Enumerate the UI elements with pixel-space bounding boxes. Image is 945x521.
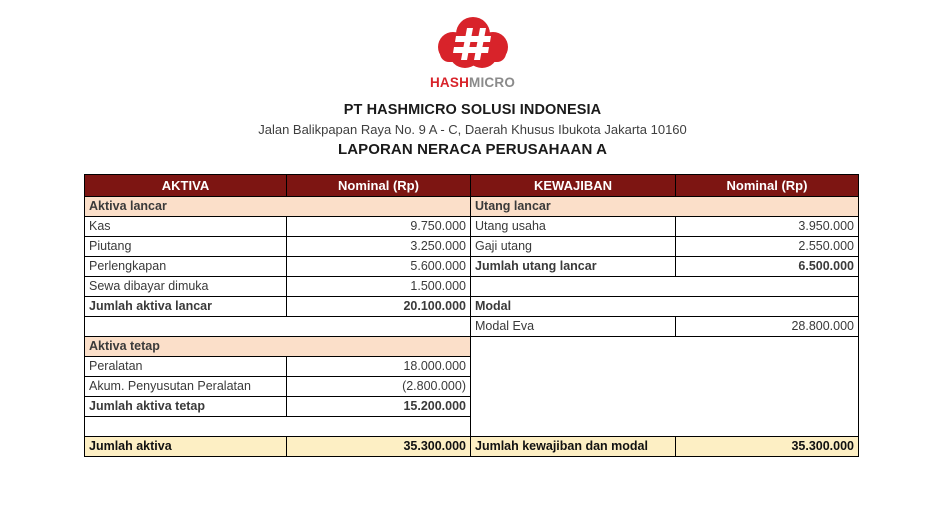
grand-total-row <box>85 437 859 457</box>
balance-sheet-table-wrap <box>84 174 858 457</box>
row-label-utang-usaha: Utang usaha <box>471 217 676 237</box>
row-value-jumlah-aktiva-lancar: 20.100.000 <box>287 297 471 317</box>
row-value-gaji-utang: 2.550.000 <box>676 237 859 257</box>
row-label-perlengkapan: Perlengkapan <box>85 257 287 277</box>
row-value-jumlah-aktiva: 35.300.000 <box>287 437 471 457</box>
section-heading-row <box>85 197 859 217</box>
report-title: LAPORAN NERACA PERUSAHAAN A <box>337 140 608 158</box>
table-row <box>85 277 859 297</box>
table-row <box>85 317 859 337</box>
spacer-cell-left-2 <box>85 417 471 437</box>
row-label-jumlah-aktiva-tetap: Jumlah aktiva tetap <box>85 397 287 417</box>
company-logo <box>0 14 945 90</box>
column-header-aktiva: AKTIVA <box>85 175 287 197</box>
row-label-kas: Kas <box>85 217 287 237</box>
section-aktiva-tetap: Aktiva tetap <box>85 337 471 357</box>
row-label-piutang: Piutang <box>85 237 287 257</box>
row-value-piutang: 3.250.000 <box>287 237 471 257</box>
row-value-kas: 9.750.000 <box>287 217 471 237</box>
row-value-modal-eva: 28.800.000 <box>676 317 859 337</box>
row-value-jumlah-kewajiban-dan-modal: 35.300.000 <box>676 437 859 457</box>
row-value-akum-penyusutan-peralatan: (2.800.000) <box>287 377 471 397</box>
row-label-jumlah-utang-lancar: Jumlah utang lancar <box>471 257 676 277</box>
row-label-jumlah-kewajiban-dan-modal: Jumlah kewajiban dan modal <box>471 437 676 457</box>
row-label-jumlah-aktiva-lancar: Jumlah aktiva lancar <box>85 297 287 317</box>
wordmark-micro: MICRO <box>469 75 516 90</box>
row-value-jumlah-aktiva-tetap: 15.200.000 <box>287 397 471 417</box>
spacer-cell-left-1 <box>85 317 471 337</box>
row-label-gaji-utang: Gaji utang <box>471 237 676 257</box>
table-row <box>85 237 859 257</box>
row-label-jumlah-aktiva: Jumlah aktiva <box>85 437 287 457</box>
row-label-peralatan: Peralatan <box>85 357 287 377</box>
row-label-modal-eva: Modal Eva <box>471 317 676 337</box>
table-row <box>85 297 859 317</box>
balance-sheet-table <box>84 174 859 457</box>
section-modal: Modal <box>471 297 859 317</box>
hashmicro-cloud-hash-logo <box>434 14 512 75</box>
row-value-jumlah-utang-lancar: 6.500.000 <box>676 257 859 277</box>
section-utang-lancar: Utang lancar <box>471 197 859 217</box>
wordmark-hash: HASH <box>429 75 470 90</box>
company-address: Jalan Balikpapan Raya No. 9 A - C, Daerah Khusus Ibukota Jakarta 10160 <box>258 121 687 137</box>
row-value-sewa-dibayar-dimuka: 1.500.000 <box>287 277 471 297</box>
table-row <box>85 257 859 277</box>
empty-region-right <box>471 337 859 437</box>
table-row <box>85 217 859 237</box>
row-value-utang-usaha: 3.950.000 <box>676 217 859 237</box>
company-name: PT HASHMICRO SOLUSI INDONESIA <box>343 101 602 118</box>
spacer-cell-right-1 <box>471 277 859 297</box>
column-header-nominal-left: Nominal (Rp) <box>287 175 471 197</box>
letterhead <box>0 0 945 158</box>
section-aktiva-lancar: Aktiva lancar <box>85 197 471 217</box>
row-value-perlengkapan: 5.600.000 <box>287 257 471 277</box>
row-label-akum-penyusutan-peralatan: Akum. Penyusutan Peralatan <box>85 377 287 397</box>
column-header-kewajiban: KEWAJIBAN <box>471 175 676 197</box>
hashmicro-wordmark <box>430 76 515 90</box>
table-header-row <box>85 175 859 197</box>
row-label-sewa-dibayar-dimuka: Sewa dibayar dimuka <box>85 277 287 297</box>
row-value-peralatan: 18.000.000 <box>287 357 471 377</box>
column-header-nominal-right: Nominal (Rp) <box>676 175 859 197</box>
section-heading-row <box>85 337 859 357</box>
